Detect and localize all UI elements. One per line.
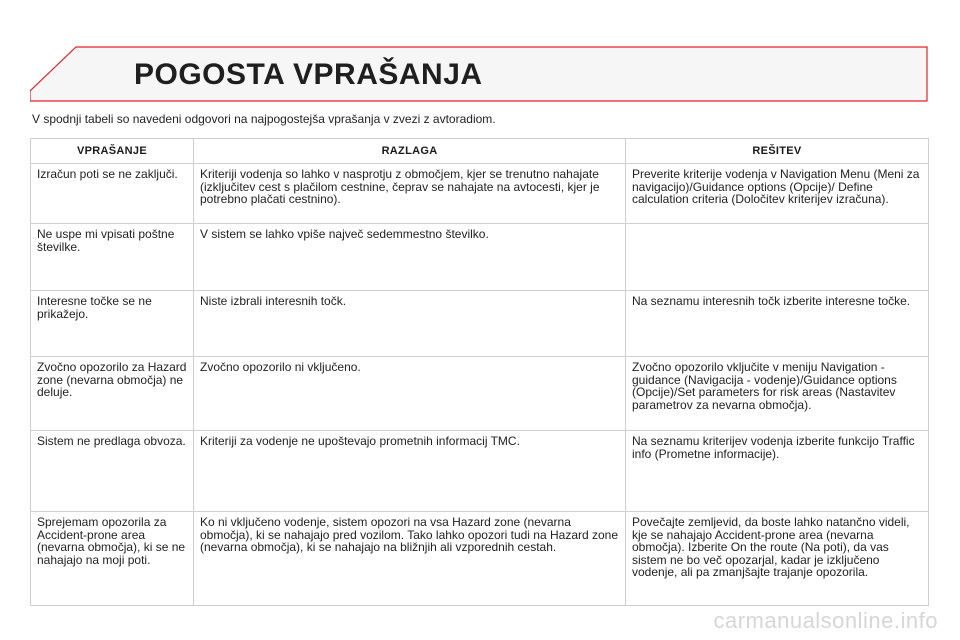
question-cell: Sistem ne predlaga obvoza.: [31, 431, 194, 512]
intro-text: V spodnji tabeli so navedeni odgovori na najpogostejša vprašanja v zvezi z avtoradiom.: [32, 112, 496, 126]
solution-cell: [626, 224, 929, 291]
header-explanation: RAZLAGA: [194, 139, 626, 164]
table-row: [31, 164, 929, 224]
solution-cell: Povečajte zemljevid, da boste lahko natančno videli, kje se nahajajo Accident-prone area (nevarna območja). Izberite On the route (Na poti), da vas sistem ne bo več opozarjal, kadar je izključeno vodenje, ali pa zmanjšajte trajanje opozorila.: [626, 512, 929, 606]
watermark: carmanualsonline.info: [713, 608, 938, 633]
page-title: POGOSTA VPRAŠANJA: [134, 58, 483, 91]
table-row: [31, 431, 929, 512]
table-row: [31, 224, 929, 291]
question-cell: Sprejemam opozorila za Accident-prone area (nevarna območja), ki se ne nahajajo na moji poti.: [31, 512, 194, 606]
explanation-cell: Niste izbrali interesnih točk.: [194, 291, 626, 357]
solution-cell: Na seznamu kriterijev vodenja izberite funkcijo Traffic info (Prometne informacije).: [626, 431, 929, 512]
solution-cell: Na seznamu interesnih točk izberite interesne točke.: [626, 291, 929, 357]
solution-cell: Preverite kriterije vodenja v Navigation Menu (Meni za navigacijo)/Guidance options (Opcije)/ Define calculation criteria (Določitev kriterijev izračuna).: [626, 164, 929, 224]
table-row: [31, 512, 929, 606]
explanation-cell: Ko ni vključeno vodenje, sistem opozori na vsa Hazard zone (nevarna območja), ki se nahajajo pred vozilom. Tako lahko opozori tudi na Hazard zone (nevarna območja), ki se nahajajo na bližnjih ali vzporednih cestah.: [194, 512, 626, 606]
table-row: [31, 357, 929, 431]
faq-table: [30, 138, 929, 606]
table-row: [31, 291, 929, 357]
header-solution: REŠITEV: [626, 139, 929, 164]
question-cell: Zvočno opozorilo za Hazard zone (nevarna območja) ne deluje.: [31, 357, 194, 431]
question-cell: Izračun poti se ne zaključi.: [31, 164, 194, 224]
question-cell: Ne uspe mi vpisati poštne številke.: [31, 224, 194, 291]
explanation-cell: Kriteriji za vodenje ne upoštevajo prometnih informacij TMC.: [194, 431, 626, 512]
question-cell: Interesne točke se ne prikažejo.: [31, 291, 194, 357]
explanation-cell: Zvočno opozorilo ni vključeno.: [194, 357, 626, 431]
solution-cell: Zvočno opozorilo vključite v meniju Navigation - guidance (Navigacija - vodenje)/Guidance options (Opcije)/Set parameters for risk areas (Nastavitev parametrov za nevarna območja).: [626, 357, 929, 431]
explanation-cell: V sistem se lahko vpiše največ sedemmestno številko.: [194, 224, 626, 291]
explanation-cell: Kriteriji vodenja so lahko v nasprotju z območjem, kjer se trenutno nahajate (izključitev cest s plačilom cestnine, čeprav se nahajate na avtocesti, kjer je potrebno plačati cestnino).: [194, 164, 626, 224]
table-header-row: [31, 139, 929, 164]
header-question: VPRAŠANJE: [31, 139, 194, 164]
